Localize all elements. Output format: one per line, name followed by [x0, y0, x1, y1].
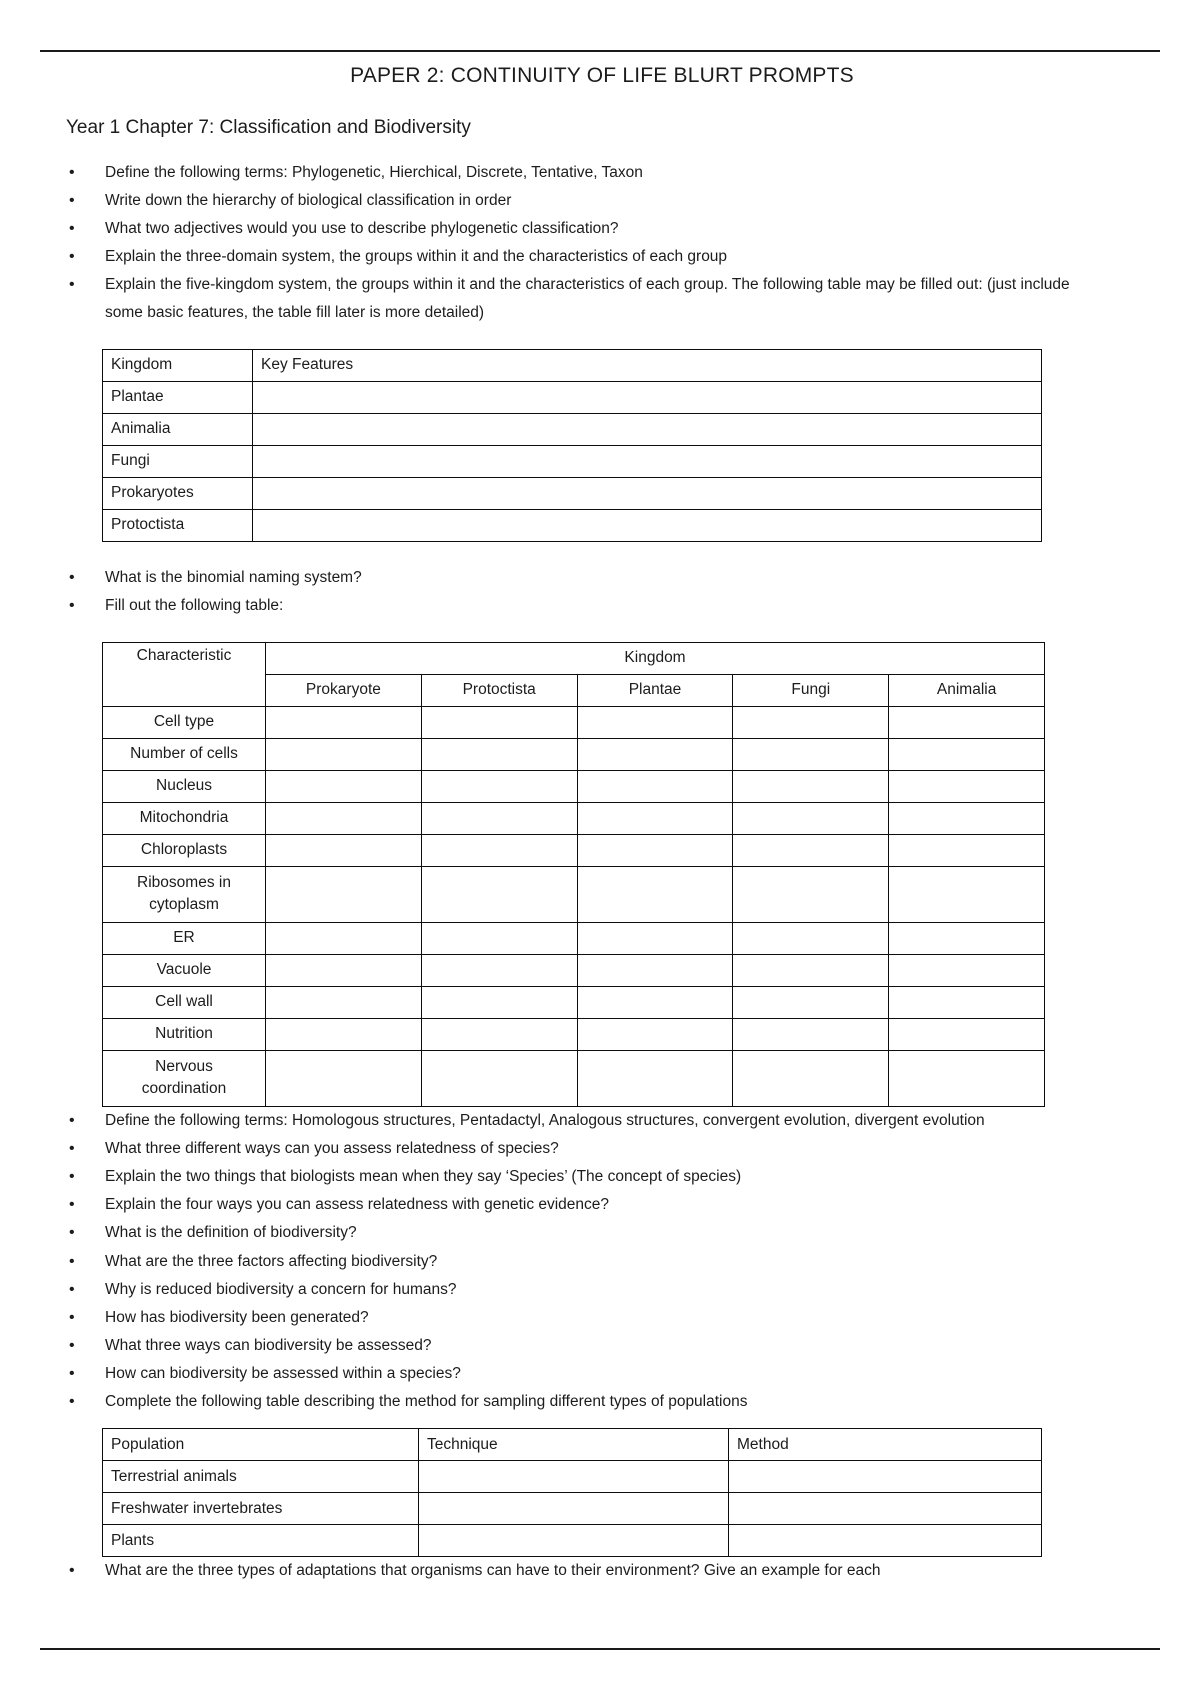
bullet-icon: •	[69, 1224, 75, 1242]
bullet-icon: •	[69, 1336, 75, 1354]
answer-cell[interactable]	[889, 802, 1045, 834]
table-row	[103, 1493, 1042, 1525]
table-row	[103, 445, 1042, 477]
row-label[interactable]: Number of cells	[103, 738, 266, 770]
prompt-item	[66, 1557, 1138, 1584]
corner-header[interactable]: Characteristic	[103, 642, 266, 706]
row-label[interactable]: Terrestrial animals	[103, 1461, 419, 1493]
answer-cell[interactable]	[733, 954, 889, 986]
table-row	[103, 986, 1045, 1018]
answer-cell[interactable]	[421, 738, 577, 770]
footer-rule	[40, 1648, 1160, 1650]
answer-cell[interactable]	[421, 866, 577, 922]
prompt-item	[66, 1360, 1138, 1387]
table-row	[103, 834, 1045, 866]
prompt-text: Write down the hierarchy of biological classification in order	[105, 192, 512, 210]
row-label[interactable]: Plantae	[103, 381, 253, 413]
answer-cell[interactable]	[421, 1050, 577, 1106]
answer-cell[interactable]	[266, 738, 422, 770]
document-body	[66, 62, 1138, 1585]
answer-cell[interactable]	[733, 802, 889, 834]
prompt-text: Why is reduced biodiversity a concern for humans?	[105, 1280, 457, 1298]
answer-cell[interactable]	[889, 986, 1045, 1018]
column-header[interactable]: Fungi	[733, 674, 889, 706]
prompt-item	[66, 564, 1138, 591]
prompt-text: Define the following terms: Phylogenetic, Hierchical, Discrete, Tentative, Taxon	[105, 163, 643, 181]
answer-cell[interactable]	[266, 1050, 422, 1106]
row-label[interactable]: Nervous coordination	[103, 1050, 266, 1106]
answer-cell[interactable]	[253, 413, 1042, 445]
answer-cell[interactable]	[733, 922, 889, 954]
answer-cell[interactable]	[419, 1493, 729, 1525]
answer-cell[interactable]	[577, 866, 733, 922]
row-label[interactable]: Cell type	[103, 706, 266, 738]
table-row	[103, 1018, 1045, 1050]
answer-cell[interactable]	[733, 770, 889, 802]
table-row	[103, 802, 1045, 834]
prompt-text: How can biodiversity be assessed within a species?	[105, 1365, 461, 1383]
column-header[interactable]: Population	[103, 1429, 419, 1461]
table-row	[103, 922, 1045, 954]
prompt-item	[66, 1219, 1138, 1246]
table-row	[103, 1525, 1042, 1557]
chapter-subtitle: Year 1 Chapter 7: Classification and Biodiversity	[66, 117, 471, 139]
row-label[interactable]: Chloroplasts	[103, 834, 266, 866]
answer-cell[interactable]	[889, 738, 1045, 770]
answer-cell[interactable]	[266, 802, 422, 834]
population-sampling-table	[102, 1428, 1042, 1557]
row-label[interactable]: Fungi	[103, 445, 253, 477]
prompt-text: What three ways can biodiversity be assessed?	[105, 1336, 432, 1354]
prompt-text: Explain the three-domain system, the groups within it and the characteristics of each group	[105, 248, 728, 266]
table-header-row	[103, 349, 1042, 381]
bullet-icon: •	[69, 220, 75, 238]
answer-cell[interactable]	[729, 1461, 1042, 1493]
answer-cell[interactable]	[421, 706, 577, 738]
column-header[interactable]: Key Features	[253, 349, 1042, 381]
answer-cell[interactable]	[733, 866, 889, 922]
bullet-icon: •	[69, 568, 75, 586]
bullet-icon: •	[69, 248, 75, 266]
answer-cell[interactable]	[421, 922, 577, 954]
prompt-text: What is the definition of biodiversity?	[105, 1224, 357, 1242]
prompt-text: Fill out the following table:	[105, 596, 284, 614]
table-header-row	[103, 642, 1045, 674]
bullet-icon: •	[69, 1252, 75, 1270]
bullet-icon: •	[69, 596, 75, 614]
answer-cell[interactable]	[266, 770, 422, 802]
prompt-item	[66, 1135, 1138, 1162]
table-row	[103, 866, 1045, 922]
table-header-row	[103, 1429, 1042, 1461]
prompt-item	[66, 159, 1138, 186]
answer-cell[interactable]	[889, 922, 1045, 954]
spacer	[66, 327, 1138, 349]
bullet-icon: •	[69, 1140, 75, 1158]
row-label[interactable]: Cell wall	[103, 986, 266, 1018]
answer-cell[interactable]	[577, 922, 733, 954]
header-rule	[40, 50, 1160, 52]
prompt-text: What is the binomial naming system?	[105, 568, 362, 586]
prompt-item	[66, 1332, 1138, 1359]
bullet-icon: •	[69, 163, 75, 181]
prompt-text: Explain the five-kingdom system, the groups within it and the characteristics of each group. The following table may be filled out: (just include some basic features, the table fill later is more detailed)	[105, 276, 1070, 321]
row-label[interactable]: Nucleus	[103, 770, 266, 802]
answer-cell[interactable]	[577, 834, 733, 866]
answer-cell[interactable]	[889, 1018, 1045, 1050]
prompt-list-4	[66, 1557, 1138, 1584]
prompt-text: Define the following terms: Homologous structures, Pentadactyl, Analogous structures, convergent evolution, divergent evolution	[105, 1111, 985, 1129]
answer-cell[interactable]	[733, 834, 889, 866]
spacer	[66, 1416, 1138, 1428]
prompt-item	[66, 271, 1138, 325]
prompt-text: What are the three types of adaptations that organisms can have to their environment? Give an example for each	[105, 1562, 881, 1580]
answer-cell[interactable]	[266, 866, 422, 922]
row-label[interactable]: Animalia	[103, 413, 253, 445]
prompt-text: What three different ways can you assess relatedness of species?	[105, 1140, 559, 1158]
column-header[interactable]: Protoctista	[421, 674, 577, 706]
bullet-icon: •	[69, 1562, 75, 1580]
answer-cell[interactable]	[266, 706, 422, 738]
prompt-item	[66, 592, 1138, 619]
answer-cell[interactable]	[421, 834, 577, 866]
bullet-icon: •	[69, 1280, 75, 1298]
page-title: PAPER 2: CONTINUITY OF LIFE BLURT PROMPTS	[350, 64, 854, 87]
answer-cell[interactable]	[266, 954, 422, 986]
answer-cell[interactable]	[889, 866, 1045, 922]
answer-cell[interactable]	[266, 986, 422, 1018]
column-header[interactable]: Plantae	[577, 674, 733, 706]
answer-cell[interactable]	[419, 1461, 729, 1493]
answer-cell[interactable]	[889, 834, 1045, 866]
answer-cell[interactable]	[253, 381, 1042, 413]
answer-cell[interactable]	[421, 770, 577, 802]
prompt-item	[66, 1388, 1138, 1415]
spacer	[66, 542, 1138, 564]
kingdom-key-features-table	[102, 349, 1042, 542]
answer-cell[interactable]	[577, 802, 733, 834]
answer-cell[interactable]	[577, 770, 733, 802]
table-row	[103, 706, 1045, 738]
column-header[interactable]: Technique	[419, 1429, 729, 1461]
answer-cell[interactable]	[889, 1050, 1045, 1106]
prompt-item	[66, 215, 1138, 242]
answer-cell[interactable]	[266, 1018, 422, 1050]
answer-cell[interactable]	[577, 954, 733, 986]
prompt-text: How has biodiversity been generated?	[105, 1308, 369, 1326]
prompt-item	[66, 1276, 1138, 1303]
prompt-item	[66, 1163, 1138, 1190]
answer-cell[interactable]	[889, 706, 1045, 738]
answer-cell[interactable]	[733, 1018, 889, 1050]
bullet-icon: •	[69, 1168, 75, 1186]
column-header[interactable]: Prokaryote	[266, 674, 422, 706]
row-label[interactable]: Ribosomes in cytoplasm	[103, 866, 266, 922]
row-label[interactable]: Freshwater invertebrates	[103, 1493, 419, 1525]
answer-cell[interactable]	[733, 738, 889, 770]
bullet-icon: •	[69, 1308, 75, 1326]
answer-cell[interactable]	[253, 477, 1042, 509]
prompt-item	[66, 1107, 1138, 1134]
answer-cell[interactable]	[253, 445, 1042, 477]
answer-cell[interactable]	[421, 802, 577, 834]
answer-cell[interactable]	[577, 738, 733, 770]
group-header[interactable]: Kingdom	[266, 642, 1045, 674]
table-row	[103, 1050, 1045, 1106]
prompt-item	[66, 1304, 1138, 1331]
bullet-icon: •	[69, 276, 75, 294]
answer-cell[interactable]	[266, 922, 422, 954]
row-label[interactable]: Vacuole	[103, 954, 266, 986]
answer-cell[interactable]	[889, 954, 1045, 986]
prompt-text: Complete the following table describing the method for sampling different types of populations	[105, 1393, 748, 1411]
bullet-icon: •	[69, 1196, 75, 1214]
prompt-text: Explain the four ways you can assess relatedness with genetic evidence?	[105, 1196, 610, 1214]
answer-cell[interactable]	[577, 1050, 733, 1106]
prompt-list-1	[66, 159, 1138, 326]
answer-cell[interactable]	[577, 706, 733, 738]
prompt-text: Explain the two things that biologists mean when they say ‘Species’ (The concept of species)	[105, 1168, 742, 1186]
answer-cell[interactable]	[729, 1525, 1042, 1557]
prompt-item	[66, 187, 1138, 214]
bullet-icon: •	[69, 1365, 75, 1383]
answer-cell[interactable]	[253, 509, 1042, 541]
answer-cell[interactable]	[733, 1050, 889, 1106]
answer-cell[interactable]	[729, 1493, 1042, 1525]
row-label[interactable]: Protoctista	[103, 509, 253, 541]
prompt-item	[66, 1191, 1138, 1218]
row-label[interactable]: Mitochondria	[103, 802, 266, 834]
prompt-item	[66, 1248, 1138, 1275]
table-row	[103, 954, 1045, 986]
bullet-icon: •	[69, 1393, 75, 1411]
spacer	[66, 620, 1138, 642]
table-row	[103, 1461, 1042, 1493]
table-row	[103, 770, 1045, 802]
column-header[interactable]: Method	[729, 1429, 1042, 1461]
answer-cell[interactable]	[266, 834, 422, 866]
prompt-list-2	[66, 564, 1138, 619]
answer-cell[interactable]	[733, 986, 889, 1018]
column-header[interactable]: Kingdom	[103, 349, 253, 381]
bullet-icon: •	[69, 1111, 75, 1129]
table-row	[103, 738, 1045, 770]
table-row	[103, 509, 1042, 541]
answer-cell[interactable]	[421, 954, 577, 986]
prompt-text: What are the three factors affecting biodiversity?	[105, 1252, 438, 1270]
answer-cell[interactable]	[577, 1018, 733, 1050]
table-row	[103, 477, 1042, 509]
prompt-item	[66, 243, 1138, 270]
table-row	[103, 381, 1042, 413]
row-label[interactable]: ER	[103, 922, 266, 954]
answer-cell[interactable]	[421, 1018, 577, 1050]
prompt-list-3	[66, 1107, 1138, 1415]
answer-cell[interactable]	[733, 706, 889, 738]
answer-cell[interactable]	[421, 986, 577, 1018]
bullet-icon: •	[69, 192, 75, 210]
answer-cell[interactable]	[577, 986, 733, 1018]
row-label[interactable]: Prokaryotes	[103, 477, 253, 509]
row-label[interactable]: Plants	[103, 1525, 419, 1557]
prompt-text: What two adjectives would you use to describe phylogenetic classification?	[105, 220, 619, 238]
table-row	[103, 413, 1042, 445]
column-header[interactable]: Animalia	[889, 674, 1045, 706]
characteristic-kingdom-table	[102, 642, 1045, 1107]
answer-cell[interactable]	[889, 770, 1045, 802]
answer-cell[interactable]	[419, 1525, 729, 1557]
row-label[interactable]: Nutrition	[103, 1018, 266, 1050]
